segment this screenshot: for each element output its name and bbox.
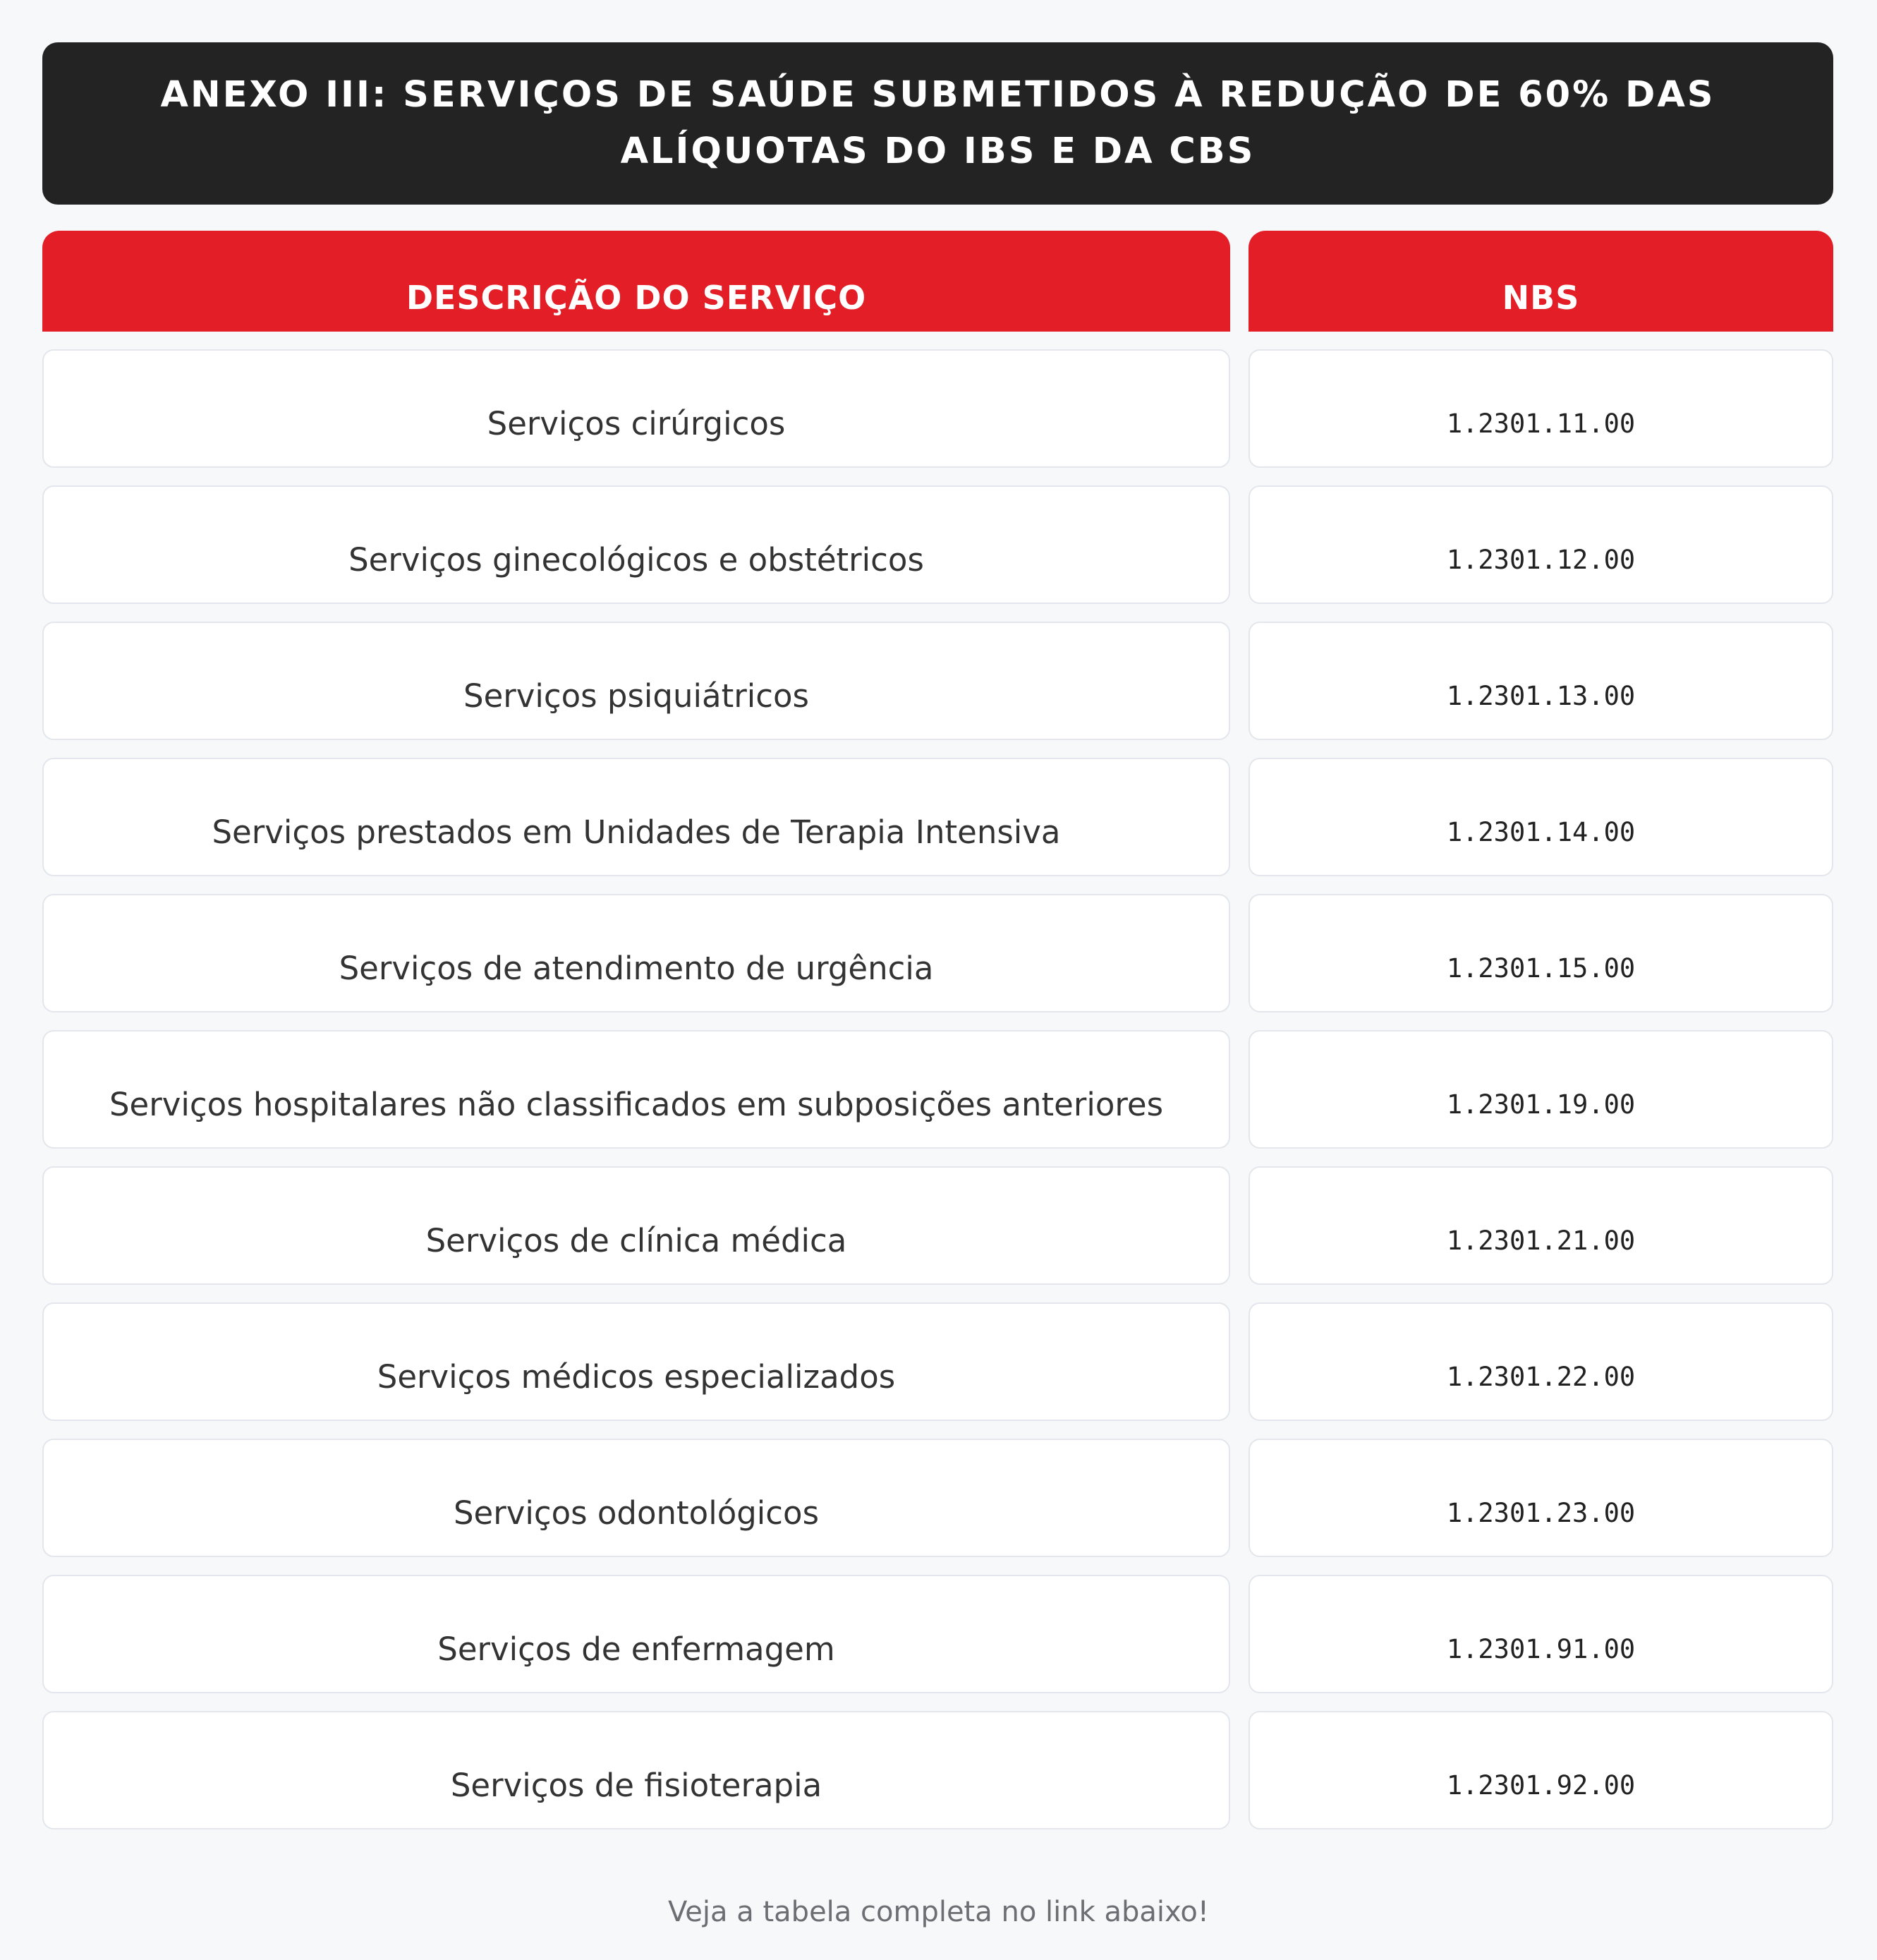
nbs-cell: [1249, 1711, 1833, 1829]
column-header-nbs-label: NBS: [1502, 279, 1580, 317]
nbs-code: 1.2301.15.00: [1446, 953, 1636, 984]
description-cell: [42, 1166, 1230, 1285]
description-cell: [42, 1575, 1230, 1693]
description-text: Serviços de clínica médica: [425, 1222, 847, 1259]
table-row: [0, 622, 1877, 740]
table-row: [0, 1302, 1877, 1421]
description-cell: [42, 894, 1230, 1012]
table-row: [0, 349, 1877, 468]
description-cell: [42, 349, 1230, 468]
nbs-cell: [1249, 1302, 1833, 1421]
nbs-code: 1.2301.22.00: [1446, 1362, 1636, 1392]
column-header-nbs: [1249, 231, 1833, 332]
column-header-description-label: DESCRIÇÃO DO SERVIÇO: [406, 279, 867, 317]
description-cell: [42, 1302, 1230, 1421]
description-text: Serviços psiquiátricos: [463, 677, 809, 715]
description-cell: [42, 1439, 1230, 1557]
nbs-cell: [1249, 758, 1833, 876]
description-cell: [42, 622, 1230, 740]
table-row: [0, 1711, 1877, 1829]
description-cell: [42, 485, 1230, 604]
nbs-cell: [1249, 349, 1833, 468]
nbs-cell: [1249, 622, 1833, 740]
description-cell: [42, 1030, 1230, 1149]
nbs-code: 1.2301.13.00: [1446, 681, 1636, 711]
title-banner: [42, 42, 1833, 205]
table-row: [0, 894, 1877, 1012]
description-text: Serviços de fisioterapia: [450, 1767, 822, 1804]
table-row: [0, 1575, 1877, 1693]
description-text: Serviços hospitalares não classificados em subposições anteriores: [109, 1086, 1164, 1123]
description-text: Serviços prestados em Unidades de Terapia Intensiva: [212, 813, 1061, 851]
table-row: [0, 1439, 1877, 1557]
description-cell: [42, 758, 1230, 876]
nbs-code: 1.2301.14.00: [1446, 817, 1636, 847]
nbs-cell: [1249, 485, 1833, 604]
nbs-cell: [1249, 1439, 1833, 1557]
page-title: ANEXO III: SERVIÇOS DE SAÚDE SUBMETIDOS À REDUÇÃO DE 60% DAS ALÍQUOTAS DO IBS E DA CBS: [160, 74, 1715, 172]
column-header-description: [42, 231, 1230, 332]
table-row: [0, 485, 1877, 604]
description-text: Serviços cirúrgicos: [487, 405, 786, 442]
nbs-cell: [1249, 1166, 1833, 1285]
description-text: Serviços médicos especializados: [377, 1358, 896, 1396]
nbs-cell: [1249, 1030, 1833, 1149]
nbs-code: 1.2301.21.00: [1446, 1226, 1636, 1256]
nbs-code: 1.2301.12.00: [1446, 545, 1636, 575]
footer-note: Veja a tabela completa no link abaixo!: [668, 1896, 1209, 1928]
nbs-cell: [1249, 1575, 1833, 1693]
table-row: [0, 758, 1877, 876]
nbs-code: 1.2301.19.00: [1446, 1089, 1636, 1120]
description-cell: [42, 1711, 1230, 1829]
description-text: Serviços de atendimento de urgência: [339, 950, 934, 987]
table-row: [0, 1166, 1877, 1285]
description-text: Serviços odontológicos: [453, 1494, 820, 1532]
nbs-code: 1.2301.91.00: [1446, 1634, 1636, 1664]
description-text: Serviços ginecológicos e obstétricos: [348, 541, 924, 579]
nbs-cell: [1249, 894, 1833, 1012]
nbs-code: 1.2301.23.00: [1446, 1498, 1636, 1528]
nbs-code: 1.2301.11.00: [1446, 409, 1636, 439]
nbs-code: 1.2301.92.00: [1446, 1770, 1636, 1801]
table-row: [0, 1030, 1877, 1149]
description-text: Serviços de enfermagem: [437, 1631, 835, 1668]
